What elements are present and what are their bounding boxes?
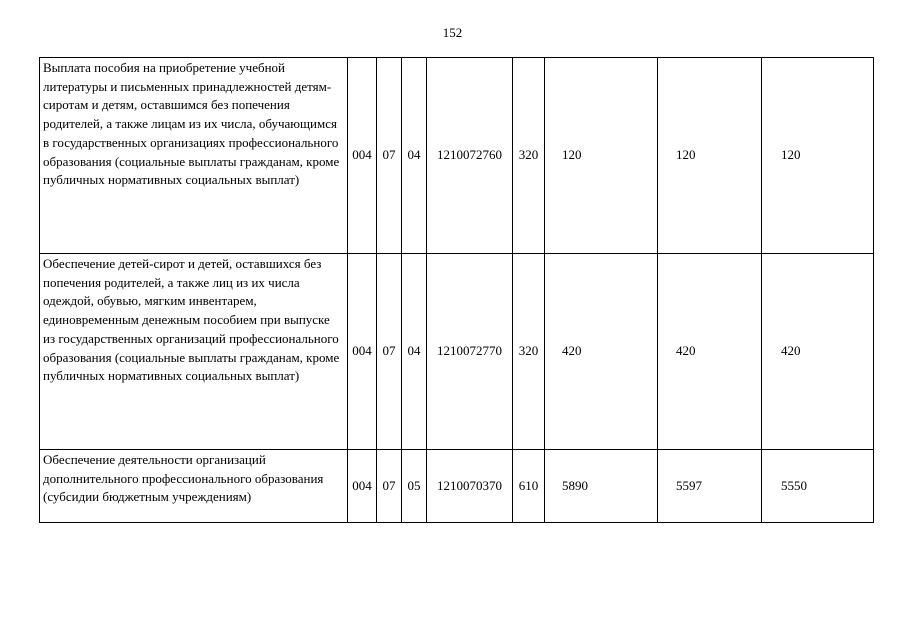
amount-year-2: 420 xyxy=(658,254,762,450)
subsection-code: 04 xyxy=(402,58,427,254)
section-code: 07 xyxy=(377,254,402,450)
subsection-code: 04 xyxy=(402,254,427,450)
expense-type-code: 320 xyxy=(513,254,545,450)
subsection-code: 05 xyxy=(402,450,427,523)
target-article-code: 1210070370 xyxy=(427,450,513,523)
target-article-code: 1210072760 xyxy=(427,58,513,254)
section-code: 07 xyxy=(377,58,402,254)
table-row xyxy=(40,254,874,450)
row-description: Обеспечение детей-сирот и детей, оставшихся без попечения родителей, а также лиц из их числа одеждой, обувью, мягким инвентарем, единовременным денежным пособием при выпуске из государственных организаций профессионального образования (социальные выплаты гражданам, кроме публичных нормативных социальных выплат) xyxy=(40,254,348,450)
amount-year-2: 120 xyxy=(658,58,762,254)
section-code: 07 xyxy=(377,450,402,523)
row-description: Выплата пособия на приобретение учебной литературы и письменных принадлежностей детям-сиротам и детям, оставшимся без попечения родителей, а также лицам из их числа, обучающимся в государственных организациях профессионального образования (социальные выплаты гражданам, кроме публичных нормативных социальных выплат) xyxy=(40,58,348,254)
page-number: 152 xyxy=(442,25,463,40)
table-row xyxy=(40,58,874,254)
table-row xyxy=(40,450,874,523)
expense-type-code: 610 xyxy=(513,450,545,523)
amount-year-3: 120 xyxy=(762,58,874,254)
ministry-code: 004 xyxy=(348,254,377,450)
amount-year-2: 5597 xyxy=(658,450,762,523)
amount-year-3: 5550 xyxy=(762,450,874,523)
amount-year-1: 120 xyxy=(545,58,658,254)
budget-table xyxy=(39,57,874,523)
amount-year-1: 420 xyxy=(545,254,658,450)
ministry-code: 004 xyxy=(348,450,377,523)
amount-year-3: 420 xyxy=(762,254,874,450)
amount-year-1: 5890 xyxy=(545,450,658,523)
target-article-code: 1210072770 xyxy=(427,254,513,450)
ministry-code: 004 xyxy=(348,58,377,254)
row-description: Обеспечение деятельности организаций дополнительного профессионального образования (субсидии бюджетным учреждениям) xyxy=(40,450,348,523)
expense-type-code: 320 xyxy=(513,58,545,254)
